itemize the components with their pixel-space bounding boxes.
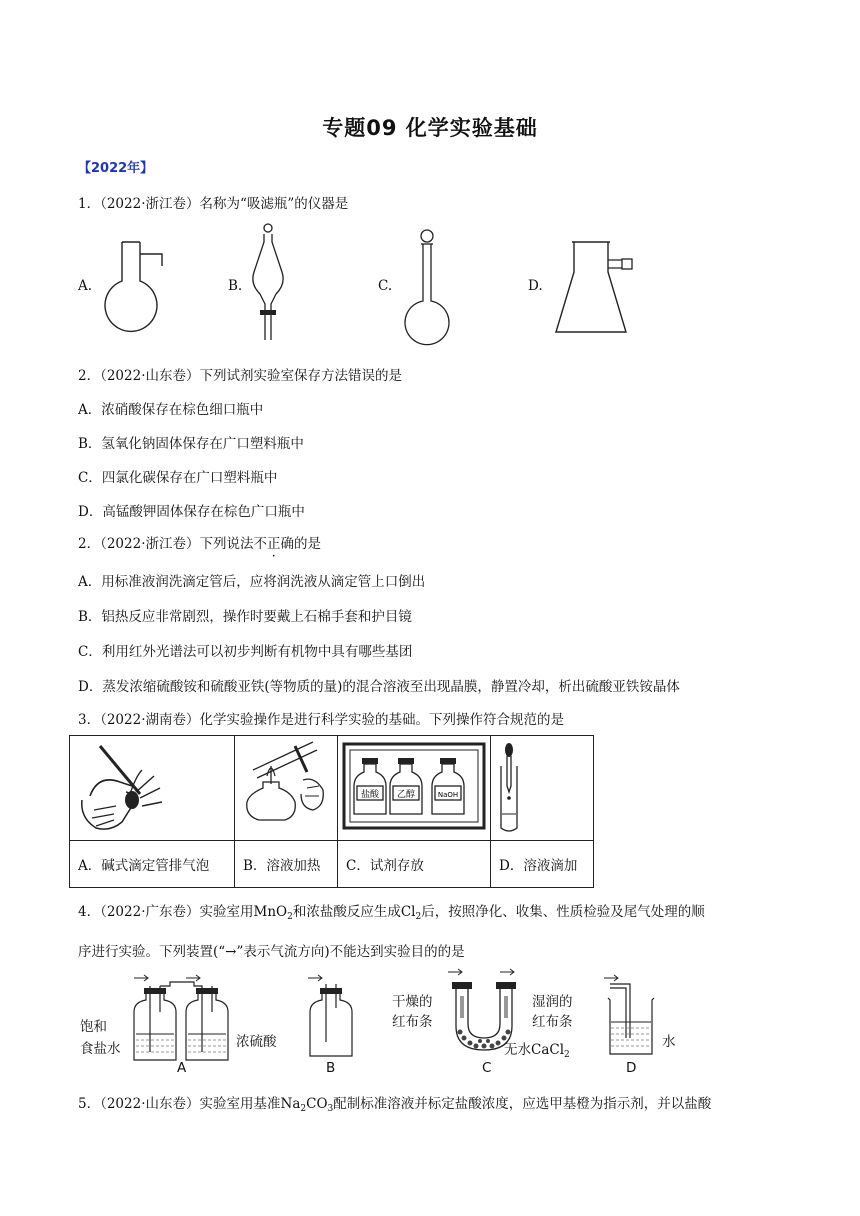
letter-b: B: [326, 1060, 336, 1076]
q2b-emphasis: 不正确: [253, 536, 294, 552]
q3-options-table: [69, 735, 594, 888]
q2a-option-c: C．四氯化碳保存在广口塑料瓶中: [78, 470, 278, 486]
q1-option-b: B.: [228, 278, 243, 294]
formula-co: CO: [306, 1096, 328, 1112]
label-red-strip-dry: 红布条: [392, 1014, 433, 1030]
label-water: 水: [662, 1034, 676, 1050]
burette-bubble-icon: [70, 736, 234, 836]
q2a-option-b: B．氢氧化钠固体保存在广口塑料瓶中: [78, 436, 304, 452]
subscript-na2: 2: [300, 1104, 307, 1114]
dropper-tube-icon: [491, 736, 593, 836]
label-conc-h2so4: 浓硫酸: [236, 1034, 277, 1050]
formula-na: Na: [280, 1096, 301, 1112]
q4-stem-line2: 序进行实验。下列装置(“→”表示气流方向)不能达到实验目的的是: [78, 944, 465, 960]
apparatus-b-bottle-icon: [302, 972, 362, 1064]
subscript-cacl2: 2: [564, 1050, 570, 1060]
reagent-shelf-icon: [338, 736, 490, 836]
q4-stem-part1: 4．（2022·广东卷）实验室用: [78, 904, 254, 920]
q2a-option-a: A．浓硝酸保存在棕色细口瓶中: [78, 402, 264, 418]
label-brine: 食盐水: [80, 1041, 121, 1057]
formula-mno2: MnO: [253, 904, 288, 920]
label-anhydrous-cacl2: [504, 1038, 570, 1060]
separatory-funnel-icon: [250, 222, 290, 350]
q1-stem: 1．（2022·浙江卷）名称为“吸滤瓶”的仪器是: [78, 196, 349, 212]
label-red-strip-wet: 红布条: [532, 1014, 573, 1030]
q1-option-a: A.: [78, 278, 93, 294]
q4-stem-line1: [78, 900, 705, 922]
q3-caption-d: D．溶液滴加: [491, 841, 594, 888]
q1-option-c: C.: [378, 278, 393, 294]
apparatus-a-wash-bottles-icon: [126, 972, 236, 1070]
q2a-stem: 2．（2022·山东卷）下列试剂实验室保存方法错误的是: [78, 368, 402, 384]
q2b-stem: [78, 532, 321, 552]
filter-flask-icon: [554, 238, 636, 338]
label-saturated: 饱和: [80, 1019, 107, 1035]
volumetric-flask-icon: [400, 226, 460, 350]
q5-stem-part2: 配制标准溶液并标定盐酸浓度，应选甲基橙为指示剂，并以盐酸: [333, 1096, 712, 1112]
q3-image-b: [235, 736, 338, 841]
q4-stem-part2: 和浓盐酸反应生成: [292, 904, 401, 920]
q3-caption-b: B．溶液加热: [235, 841, 338, 888]
q3-caption-a: A．碱式滴定管排气泡: [70, 841, 235, 888]
q2a-option-d: D．高锰酸钾固体保存在棕色广口瓶中: [78, 504, 305, 520]
page-title: 专题09 化学实验基础: [322, 116, 538, 140]
label-ethanol: 乙醇: [396, 790, 416, 800]
label-naoh: NaOH: [437, 791, 459, 799]
subscript-2b: 2: [415, 912, 422, 922]
q2b-option-d: D．蒸发浓缩硫酸铵和硫酸亚铁(等物质的量)的混合溶液至出现晶膜，静置冷却，析出硫酸亚铁铵晶体: [78, 679, 680, 695]
letter-c: C: [482, 1060, 492, 1076]
subscript-co3: 3: [327, 1104, 334, 1114]
q2b-option-a: A．用标准液润洗滴定管后，应将润洗液从滴定管上口倒出: [78, 574, 426, 590]
q2b-stem-tail: 的是: [294, 536, 321, 552]
q5-stem: [78, 1092, 711, 1114]
letter-d: D: [626, 1060, 637, 1076]
formula-cl2: Cl: [400, 904, 416, 920]
q3-image-d: [491, 736, 594, 841]
q4-stem-part3: 后，按照净化、收集、性质检验及尾气处理的顺: [421, 904, 705, 920]
q2b-stem-text: 2．（2022·浙江卷）下列说法: [78, 536, 254, 552]
q1-option-d: D.: [528, 278, 543, 294]
letter-a: A: [177, 1060, 187, 1076]
q5-stem-part1: 5．（2022·山东卷）实验室用基准: [78, 1096, 281, 1112]
label-wet: 湿润的: [532, 994, 573, 1010]
apparatus-d-beaker-icon: [600, 972, 660, 1060]
round-bottom-flask-icon: [100, 236, 170, 346]
q3-caption-c: C．试剂存放: [338, 841, 491, 888]
heating-test-tube-icon: [235, 736, 337, 836]
label-dry: 干燥的: [392, 994, 433, 1010]
q3-image-c: [338, 736, 491, 841]
subscript-2: 2: [287, 912, 293, 922]
q2b-option-b: B．铝热反应非常剧烈，操作时要戴上石棉手套和护目镜: [78, 609, 412, 625]
label-hcl: 盐酸: [360, 790, 380, 800]
q2b-option-c: C．利用红外光谱法可以初步判断有机物中具有哪些基团: [78, 644, 413, 660]
q3-image-a: [70, 736, 235, 841]
q3-stem: 3．（2022·湖南卷）化学实验操作是进行科学实验的基础。下列操作符合规范的是: [78, 712, 564, 728]
year-heading: 【2022年】: [78, 161, 154, 176]
label-cacl-text: 无水CaCl: [504, 1042, 565, 1058]
